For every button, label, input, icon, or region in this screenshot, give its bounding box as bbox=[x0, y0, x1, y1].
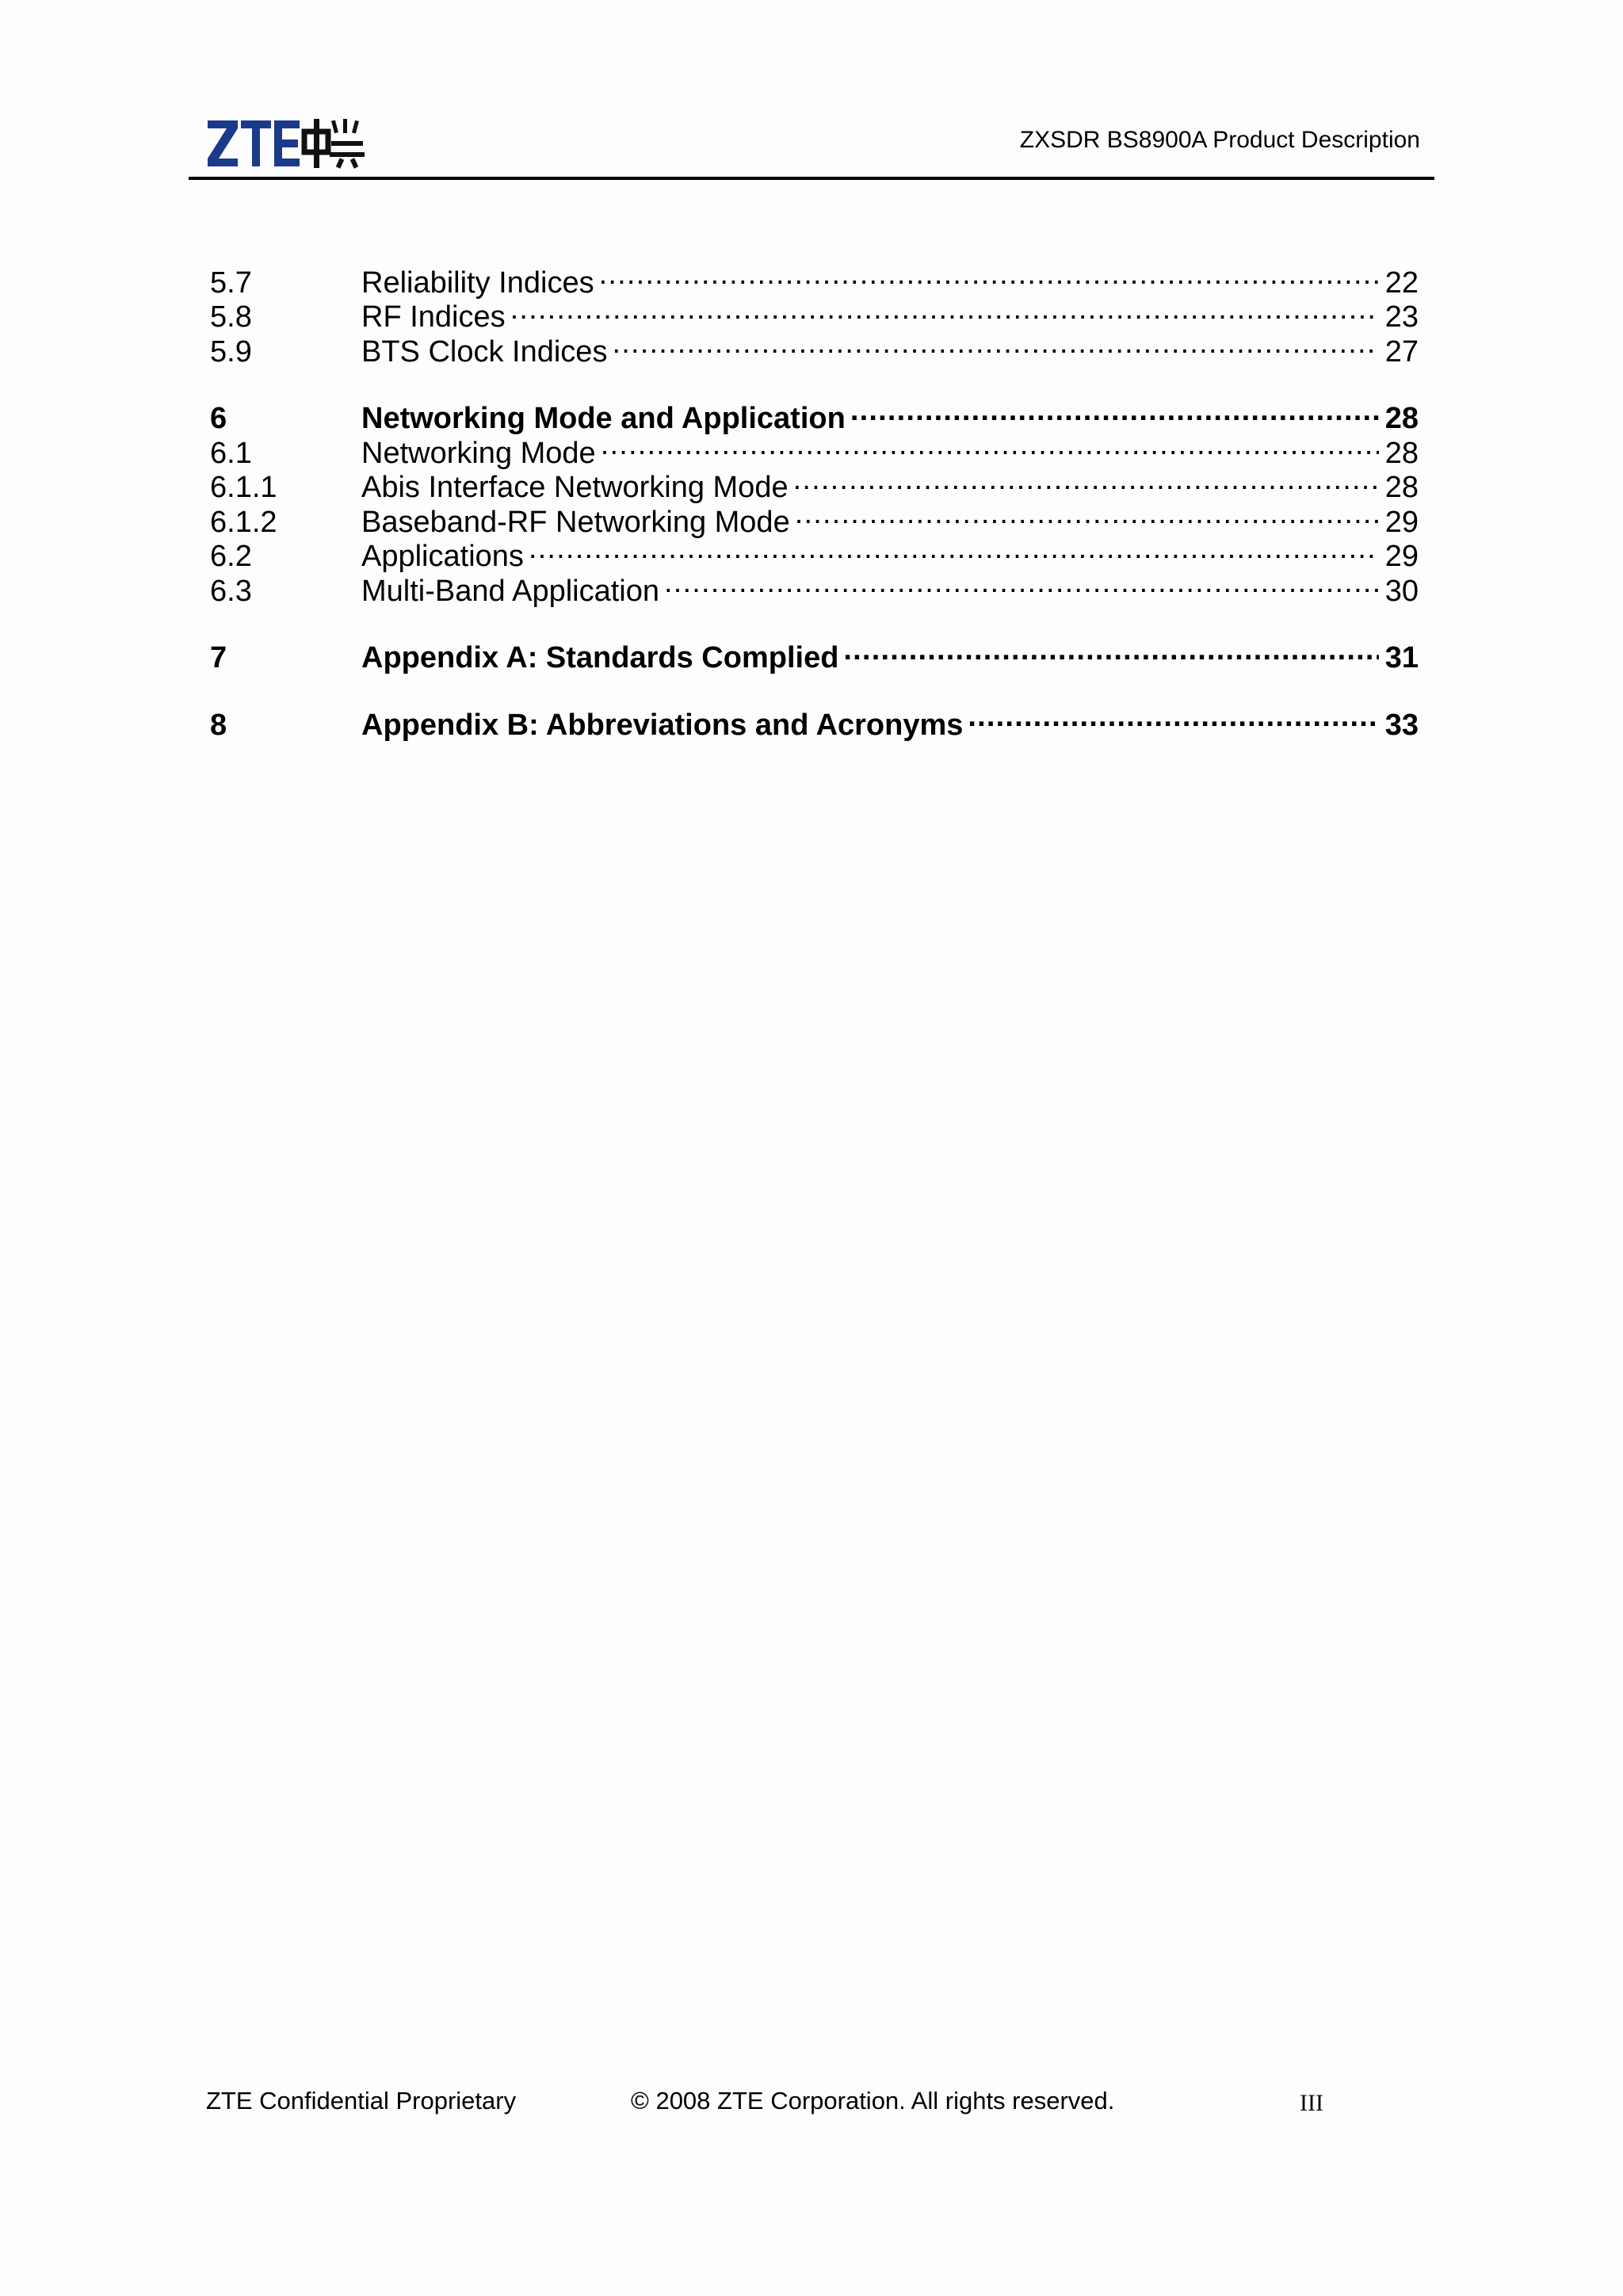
toc-entry-title: Networking Mode bbox=[361, 436, 596, 470]
copyright-notice: © 2008 ZTE Corporation. All rights reserved. bbox=[631, 2087, 1115, 2115]
toc-entry-page: 22 bbox=[1384, 266, 1419, 300]
toc-entry[interactable] bbox=[210, 497, 1419, 539]
toc-dot-leader bbox=[664, 566, 1379, 601]
header-divider bbox=[189, 177, 1434, 180]
toc-dot-leader bbox=[850, 394, 1379, 429]
toc-entry[interactable] bbox=[210, 633, 1419, 674]
toc-dot-leader bbox=[793, 463, 1379, 498]
toc-entry-title: Baseband-RF Networking Mode bbox=[361, 505, 790, 539]
toc-entry[interactable] bbox=[210, 394, 1419, 435]
toc-entry-title: Appendix B: Abbreviations and Acronyms bbox=[361, 708, 964, 742]
toc-entry-title: Abis Interface Networking Mode bbox=[361, 471, 789, 504]
toc-entry-number: 6.2 bbox=[210, 540, 252, 573]
toc-entry-title: Multi-Band Application bbox=[361, 574, 659, 608]
toc-entry-number: 6.1 bbox=[210, 436, 252, 470]
toc-entry-page: 30 bbox=[1384, 574, 1419, 608]
toc-dot-leader bbox=[612, 327, 1378, 361]
toc-entry[interactable] bbox=[210, 566, 1419, 608]
toc-entry-page: 28 bbox=[1384, 471, 1419, 504]
toc-dot-leader bbox=[529, 532, 1379, 567]
zte-logo-mark bbox=[206, 114, 365, 171]
toc-dot-leader bbox=[601, 428, 1379, 463]
toc-dot-leader bbox=[843, 633, 1378, 668]
toc-entry-page: 29 bbox=[1384, 540, 1419, 573]
toc-entry-title: Appendix A: Standards Complied bbox=[361, 641, 839, 674]
toc-dot-leader bbox=[599, 258, 1379, 292]
toc-entry[interactable] bbox=[210, 292, 1419, 334]
toc-entry-page: 31 bbox=[1384, 641, 1419, 674]
toc-entry[interactable] bbox=[210, 700, 1419, 742]
toc-entry[interactable] bbox=[210, 327, 1419, 369]
toc-entry[interactable] bbox=[210, 463, 1419, 504]
document-title: ZXSDR BS8900A Product Description bbox=[1019, 127, 1420, 153]
toc-entry-page: 29 bbox=[1384, 505, 1419, 539]
page-footer bbox=[0, 2087, 1623, 2126]
page-header bbox=[189, 111, 1434, 179]
toc-entry-title: Networking Mode and Application bbox=[361, 402, 846, 435]
toc-entry[interactable] bbox=[210, 532, 1419, 573]
toc-entry-page: 28 bbox=[1384, 436, 1419, 470]
toc-entry-number: 6 bbox=[210, 402, 227, 435]
toc-entry-number: 6.1.1 bbox=[210, 471, 277, 504]
toc-entry[interactable] bbox=[210, 258, 1419, 300]
toc-entry-number: 5.7 bbox=[210, 266, 252, 300]
toc-entry-number: 7 bbox=[210, 641, 227, 674]
toc-entry-page: 23 bbox=[1384, 300, 1419, 334]
zte-logo bbox=[206, 114, 365, 171]
toc-entry-number: 6.3 bbox=[210, 574, 252, 608]
page-number: III bbox=[1300, 2090, 1323, 2116]
toc-entry[interactable] bbox=[210, 428, 1419, 470]
toc-dot-leader bbox=[968, 700, 1378, 735]
confidentiality-notice: ZTE Confidential Proprietary bbox=[206, 2087, 517, 2115]
toc-entry-title: Reliability Indices bbox=[361, 266, 594, 300]
toc-dot-leader bbox=[510, 292, 1379, 327]
toc-entry-number: 8 bbox=[210, 708, 227, 742]
toc-entry-title: RF Indices bbox=[361, 300, 506, 334]
table-of-contents bbox=[210, 258, 1419, 742]
toc-entry-page: 28 bbox=[1384, 402, 1419, 435]
toc-dot-leader bbox=[795, 497, 1379, 532]
toc-entry-title: BTS Clock Indices bbox=[361, 334, 608, 369]
toc-entry-page: 33 bbox=[1384, 708, 1419, 742]
toc-entry-title: Applications bbox=[361, 540, 524, 573]
toc-entry-number: 5.8 bbox=[210, 300, 252, 334]
toc-entry-page: 27 bbox=[1384, 334, 1419, 369]
toc-entry-number: 6.1.2 bbox=[210, 505, 277, 539]
toc-entry-number: 5.9 bbox=[210, 334, 252, 369]
